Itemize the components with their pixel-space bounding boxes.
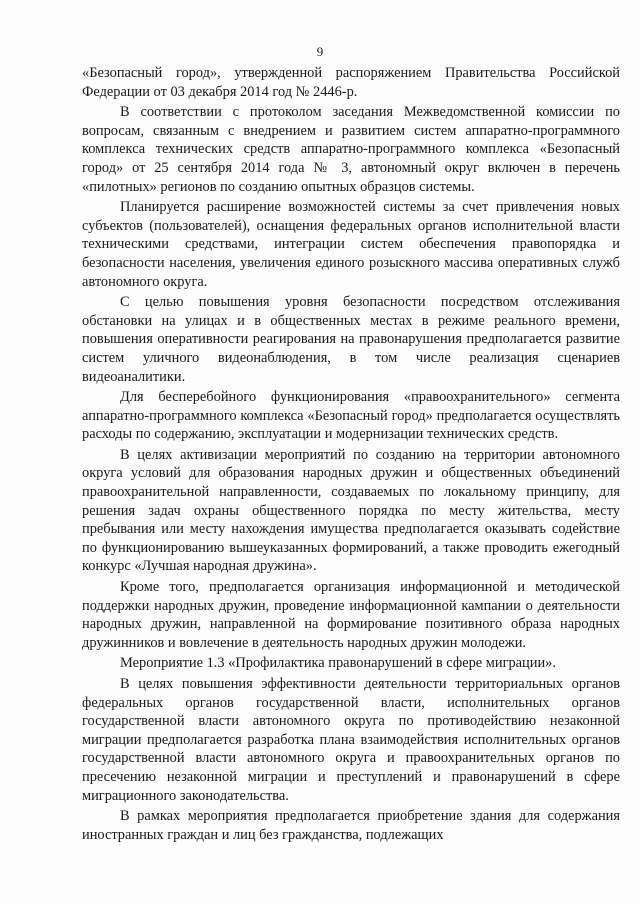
paragraph-segment-maintenance: Для бесперебойного функционирования «правоохранительного» сегмента аппаратно-программного комплекса «Безопасный город» предполагается осуществлять расходы по содержанию, эксплуатации и модернизации технических средств. xyxy=(82,389,620,443)
paragraph-continuation: «Безопасный город», утвержденной распоряжением Правительства Российской Федерации от 03 декабря 2014 год № 2446-р. xyxy=(82,65,620,100)
document-body xyxy=(82,64,620,846)
section-heading-migration: Мероприятие 1.3 «Профилактика правонарушений в сфере миграции». xyxy=(120,655,556,672)
paragraph-peoples-squads: В целях активизации мероприятий по созданию на территории автономного округа условий для образования народных дружин и общественных объединений правоохранительной направленности, создаваемых по локальному принципу, для решения задач охраны общественного порядка по месту жительства, месту пребывания или месту нахождения имущества предполагается оказывать содействие по функционированию вышеуказанных формирований, а также проводить ежегодный конкурс «Лучшая народная дружина». xyxy=(82,446,620,575)
paragraph-migration-plan: В целях повышения эффективности деятельности территориальных органов федеральных органов государственной власти, исполнительных органов государственной власти автономного округа по противодействию незаконной миграции предполагается разработка плана взаимодействия исполнительных органов государственной власти автономного округа и правоохранительных органов по пресечению незаконной миграции и преступлений и правонарушений в сфере миграционного законодательства. xyxy=(82,676,620,804)
paragraph-video-surveillance: С целью повышения уровня безопасности посредством отслеживания обстановки на улицах и в общественных местах в режиме реального времени, повышения оперативности реагирования на правонарушения предполагается развитие систем уличного видеонаблюдения, в том числе реализация сценариев видеоаналитики. xyxy=(82,294,620,385)
page-number: 9 xyxy=(316,44,324,59)
paragraph-information-support: Кроме того, предполагается организация информационной и методической поддержки народных дружин, проведение информационной кампании о деятельности народных дружин, направленной на формирование позитивного образа народных дружинников и вовлечение в деятельность народных дружин молодежи. xyxy=(82,579,620,651)
paragraph-interagency-commission: В соответствии с протоколом заседания Межведомственной комиссии по вопросам, связанным с внедрением и развитием систем аппаратно-программного комплекса технических средств аппаратно-программного комплекса «Безопасный город» от 25 сентября 2014 года № 3, автономный округ включен в перечень «пилотных» регионов по созданию опытных образцов системы. xyxy=(82,104,620,195)
paragraph-building-acquisition: В рамках мероприятия предполагается приобретение здания для содержания иностранных граждан и лиц без гражданства, подлежащих xyxy=(82,808,620,843)
paragraph-system-expansion: Планируется расширение возможностей системы за счет привлечения новых субъектов (пользователей), оснащения федеральных органов исполнительной власти техническими средствами, интеграции систем обеспечения правопорядка и безопасности населения, увеличения единого розыскного массива оперативных служб автономного округа. xyxy=(82,199,620,290)
